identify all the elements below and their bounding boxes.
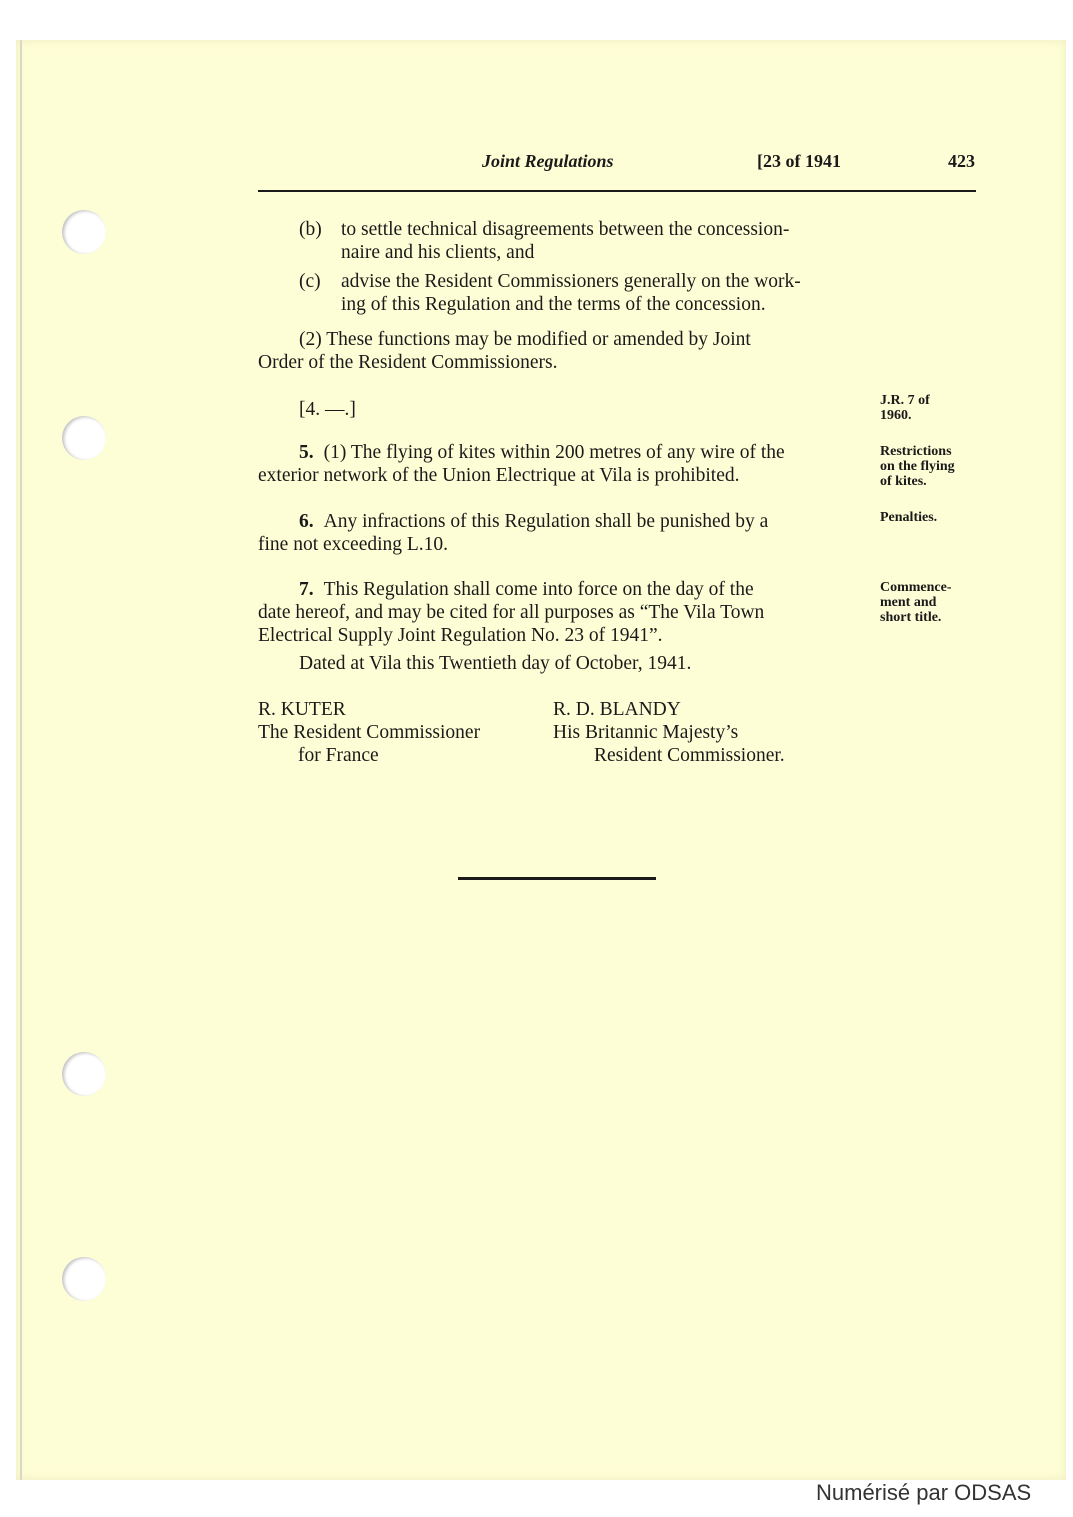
margin-note-jr: J.R. 7 of xyxy=(880,393,930,408)
signatory-right-title: Resident Commissioner. xyxy=(594,745,785,766)
section-7-line: date hereof, and may be cited for all purposes as “The Vila Town xyxy=(258,602,765,623)
item-b-line: naire and his clients, and xyxy=(341,242,535,263)
item-b-label: (b) xyxy=(299,219,322,240)
margin-note-commencement: short title. xyxy=(880,610,942,625)
margin-note-penalties: Penalties. xyxy=(880,510,938,525)
item-b-line: to settle technical disagreements between the concession- xyxy=(341,219,790,240)
end-rule xyxy=(458,877,656,880)
signatory-left-name: R. KUTER xyxy=(258,699,346,720)
document-page xyxy=(16,40,1066,1480)
punch-hole xyxy=(62,1257,106,1301)
section-4: [4. —.] xyxy=(299,399,356,420)
section-7-number: 7. xyxy=(299,579,314,600)
signatory-left-title: for France xyxy=(298,745,379,766)
punch-hole xyxy=(62,416,106,460)
page-number: 423 xyxy=(948,151,975,171)
signatory-right-title: His Britannic Majesty’s xyxy=(553,722,739,743)
running-header-title: Joint Regulations xyxy=(482,151,614,171)
signatory-right-name: R. D. BLANDY xyxy=(553,699,681,720)
signatory-left-title: The Resident Commissioner xyxy=(258,722,481,743)
section-5-first-line xyxy=(299,441,856,464)
section-6-line: Any infractions of this Regulation shall be punished by a xyxy=(323,511,769,532)
dated-line: Dated at Vila this Twentieth day of October, 1941. xyxy=(299,653,692,674)
section-7-line: Electrical Supply Joint Regulation No. 23 of 1941”. xyxy=(258,625,663,646)
margin-note-jr: 1960. xyxy=(880,408,912,423)
margin-note-commencement: Commence- xyxy=(880,580,952,595)
section-7-line: This Regulation shall come into force on the day of the xyxy=(323,579,754,600)
section-6-first-line xyxy=(299,510,856,533)
digitization-stamp: Numérisé par ODSAS xyxy=(816,1480,1032,1505)
item-c-line: advise the Resident Commissioners generally on the work- xyxy=(341,271,801,292)
section-6-number: 6. xyxy=(299,511,314,532)
margin-note-restrictions: on the flying xyxy=(880,459,955,474)
item-c-label: (c) xyxy=(299,271,321,292)
margin-note-restrictions: Restrictions xyxy=(880,444,952,459)
punch-hole xyxy=(62,1052,106,1096)
page-edge xyxy=(20,40,22,1480)
section-7-first-line xyxy=(299,578,856,601)
section-5-line: exterior network of the Union Electrique at Vila is prohibited. xyxy=(258,465,740,486)
punch-hole xyxy=(62,210,106,254)
running-header-reference: [23 of 1941 xyxy=(757,151,841,171)
item-c-line: ing of this Regulation and the terms of the concession. xyxy=(341,294,766,315)
margin-note-restrictions: of kites. xyxy=(880,474,927,489)
header-rule xyxy=(258,190,976,192)
section-5-number: 5. xyxy=(299,442,314,463)
margin-note-commencement: ment and xyxy=(880,595,937,610)
section-5-line: (1) The flying of kites within 200 metres of any wire of the xyxy=(323,442,785,463)
section-6-line: fine not exceeding L.10. xyxy=(258,534,449,555)
paragraph-2-line: (2) These functions may be modified or amended by Joint xyxy=(299,329,751,350)
paragraph-2-line: Order of the Resident Commissioners. xyxy=(258,352,558,373)
